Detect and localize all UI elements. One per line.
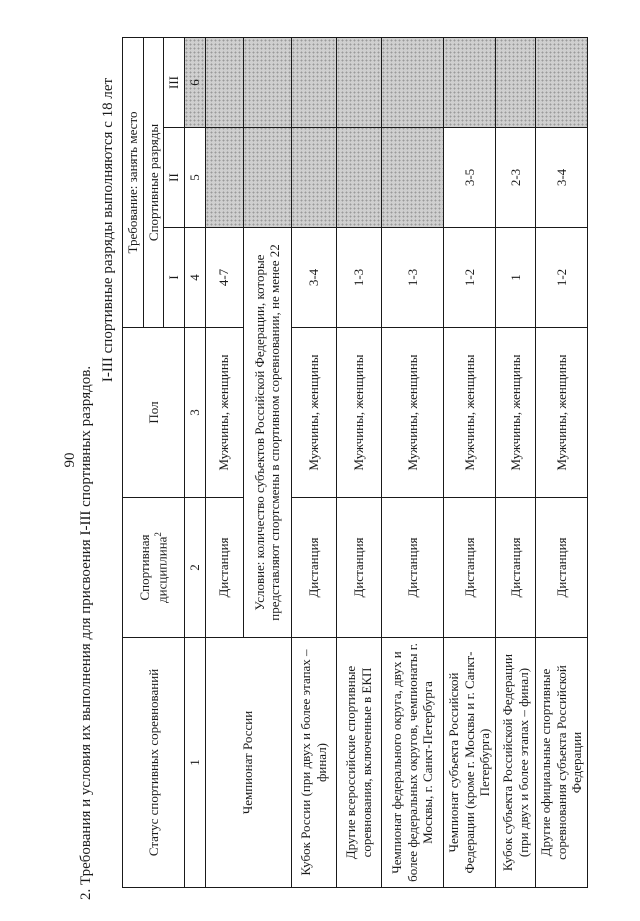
row-gender: Мужчины, женщины: [536, 328, 588, 498]
row-rank-i: 1-2: [536, 228, 588, 328]
row-rank-ii: 3-5: [444, 128, 496, 228]
header-gender: Пол: [123, 328, 185, 498]
row-rank-i: 1-3: [336, 228, 381, 328]
row-gender: Мужчины, женщины: [336, 328, 381, 498]
row-rank-iii: [291, 37, 336, 127]
table-row: [291, 37, 336, 887]
row-discipline: Дистанция: [291, 498, 336, 638]
header-row: [123, 37, 144, 887]
row-rank-iii: [243, 37, 291, 127]
header-rank-iii: III: [164, 37, 185, 127]
table-row: [336, 37, 381, 887]
row-discipline: Дистанция: [495, 498, 535, 638]
header-discipline-label: Спортивная дисциплина: [137, 534, 170, 603]
row-discipline: Дистанция: [444, 498, 496, 638]
row-status: Чемпионат субъекта Российской Федерации (кроме г. Москвы и г. Санкт-Петербурга): [444, 638, 496, 888]
row-discipline: Дистанция: [536, 498, 588, 638]
header-status: Статус спортивных соревнований: [123, 638, 185, 888]
row-gender: Мужчины, женщины: [495, 328, 535, 498]
footnote-marker: 2: [152, 532, 163, 537]
table-caption: I-III спортивные разряды выполняются с 18 лет: [100, 77, 116, 383]
row-status: Другие всероссийские спортивные соревнования, включенные в ЕКП: [336, 638, 381, 888]
row-status: Чемпионат России: [205, 638, 291, 888]
row-rank-ii: 2-3: [495, 128, 535, 228]
column-number: 3: [184, 328, 205, 498]
row-discipline: Дистанция: [336, 498, 381, 638]
column-number: 6: [184, 37, 205, 127]
row-rank-ii: [291, 128, 336, 228]
row-gender: Мужчины, женщины: [291, 328, 336, 498]
row-rank-iii: [381, 37, 443, 127]
header-discipline: [123, 498, 185, 638]
section-heading: 2. Требования и условия их выполнения для присвоения I-III спортивных разрядов.: [78, 365, 94, 900]
header-rank-ii: II: [164, 128, 185, 228]
table-row: [444, 37, 496, 887]
header-rank-i: I: [164, 228, 185, 328]
row-rank-i: 1: [495, 228, 535, 328]
rotated-page: [62, 20, 602, 900]
table-row: [381, 37, 443, 887]
row-rank-i: 3-4: [291, 228, 336, 328]
row-rank-iii: [205, 37, 243, 127]
row-discipline: Дистанция: [205, 498, 243, 638]
row-rank-ii: [381, 128, 443, 228]
header-ranks: Спортивные разряды: [143, 37, 164, 327]
row-rank-iii: [336, 37, 381, 127]
column-number: 2: [184, 498, 205, 638]
row-gender: Мужчины, женщины: [381, 328, 443, 498]
row-rank-iii: [536, 37, 588, 127]
row-discipline: Дистанция: [381, 498, 443, 638]
row-status: Другие официальные спортивные соревнования субъекта Российской Федерации: [536, 638, 588, 888]
row-status: Кубок субъекта Российской Федерации (при двух и более этапах – финал): [495, 638, 535, 888]
column-number: 4: [184, 228, 205, 328]
row-rank-iii: [444, 37, 496, 127]
table-row: [536, 37, 588, 887]
table-row: [495, 37, 535, 887]
row-rank-ii: [243, 128, 291, 228]
row-rank-i: 1-3: [381, 228, 443, 328]
requirements-table: [122, 37, 588, 888]
row-gender: Мужчины, женщины: [205, 328, 243, 498]
column-number-row: [184, 37, 205, 887]
page-number: 90: [62, 452, 78, 468]
header-requirement: Требование: занять место: [123, 37, 144, 327]
column-number: 5: [184, 128, 205, 228]
table-row: [205, 37, 243, 887]
row-status: Кубок России (при двух и более этапах – финал): [291, 638, 336, 888]
row-status: Чемпионат федерального округа, двух и более федеральных округов, чемпионаты г. Москвы, г. Санкт-Петербурга: [381, 638, 443, 888]
row-rank-i: 4-7: [205, 228, 243, 328]
row-gender: Мужчины, женщины: [444, 328, 496, 498]
row-rank-ii: [336, 128, 381, 228]
column-number: 1: [184, 638, 205, 888]
row-rank-iii: [495, 37, 535, 127]
row-rank-ii: 3-4: [536, 128, 588, 228]
championship-condition: Условие: количество субъектов Российской Федерации, которые представляют спортсмены в спортивном соревновании, не менее 22: [243, 228, 291, 638]
row-rank-ii: [205, 128, 243, 228]
row-rank-i: 1-2: [444, 228, 496, 328]
